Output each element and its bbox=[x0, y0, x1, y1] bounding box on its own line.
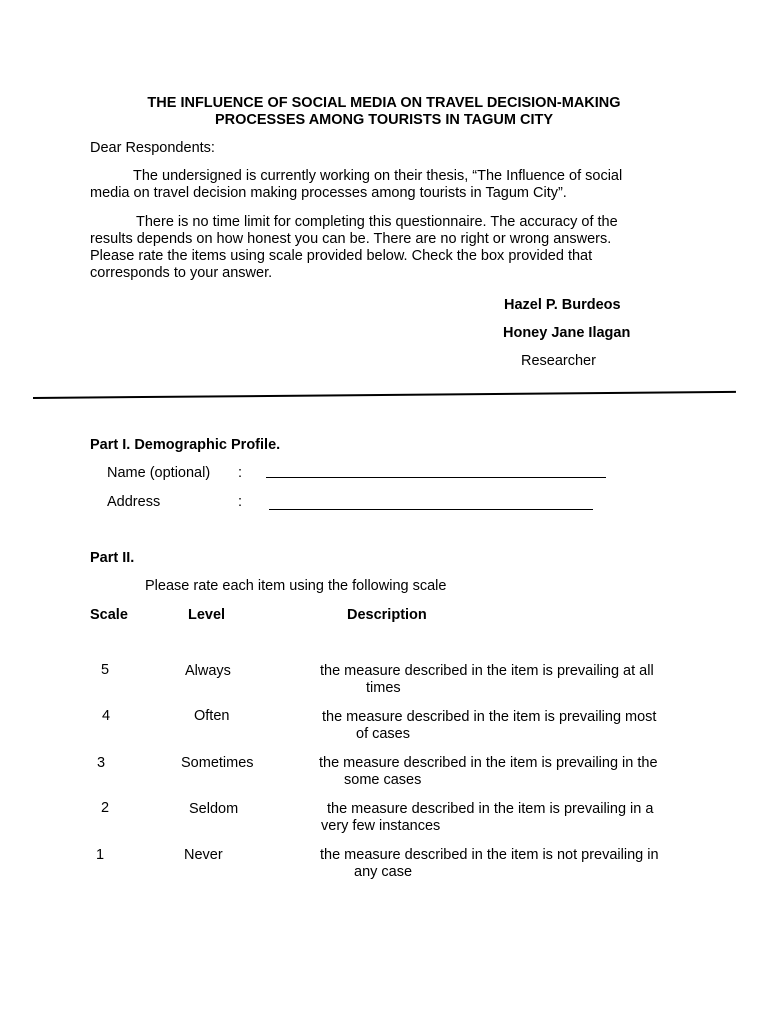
scale-value: 2 bbox=[101, 800, 110, 816]
document-title bbox=[90, 95, 678, 129]
scale-description bbox=[319, 755, 679, 789]
description-line-1: the measure described in the item is prevailing at all bbox=[320, 663, 654, 679]
researcher-name-1: Hazel P. Burdeos bbox=[504, 297, 621, 313]
scale-value: 3 bbox=[97, 755, 106, 771]
level-label: Seldom bbox=[189, 801, 239, 817]
column-header-description: Description bbox=[347, 607, 427, 623]
instructions-line-1: There is no time limit for completing this questionnaire. The accuracy of the bbox=[136, 214, 618, 230]
description-line-2: very few instances bbox=[321, 818, 441, 834]
description-line-2: of cases bbox=[356, 726, 410, 742]
intro-line-1: The undersigned is currently working on their thesis, “The Influence of social bbox=[133, 168, 623, 184]
level-label: Often bbox=[194, 708, 230, 724]
instructions-line-2: results depends on how honest you can be. There are no right or wrong answers. bbox=[90, 231, 612, 247]
researcher-name-2: Honey Jane Ilagan bbox=[503, 325, 631, 341]
instructions-paragraph bbox=[90, 214, 660, 282]
salutation: Dear Respondents: bbox=[90, 140, 215, 156]
section-divider bbox=[33, 391, 736, 399]
instructions-line-3: Please rate the items using scale provided below. Check the box provided that bbox=[90, 248, 593, 264]
part1-heading: Part I. Demographic Profile. bbox=[90, 437, 281, 453]
scale-value: 1 bbox=[96, 847, 105, 863]
name-label: Name (optional) bbox=[107, 465, 211, 481]
level-label: Always bbox=[185, 663, 231, 679]
address-label: Address bbox=[107, 494, 161, 510]
name-colon: : bbox=[238, 465, 243, 481]
scale-description bbox=[322, 709, 682, 743]
scale-description bbox=[320, 847, 680, 881]
level-label: Sometimes bbox=[181, 755, 254, 771]
description-line-2: times bbox=[366, 680, 401, 696]
description-line-1: the measure described in the item is not prevailing in bbox=[320, 847, 659, 863]
level-label: Never bbox=[184, 847, 223, 863]
description-line-2: any case bbox=[354, 864, 413, 880]
description-line-2: some cases bbox=[344, 772, 422, 788]
address-colon: : bbox=[238, 494, 243, 510]
column-header-level: Level bbox=[188, 607, 226, 623]
address-field[interactable] bbox=[269, 509, 593, 510]
scale-description bbox=[320, 663, 680, 697]
scale-description bbox=[321, 801, 681, 835]
column-header-scale: Scale bbox=[90, 607, 128, 623]
scale-value: 4 bbox=[102, 708, 111, 724]
title-line-2: PROCESSES AMONG TOURISTS IN TAGUM CITY bbox=[214, 112, 554, 128]
instructions-line-4: corresponds to your answer. bbox=[90, 265, 273, 281]
part2-instruction: Please rate each item using the following scale bbox=[145, 578, 447, 594]
description-line-1: the measure described in the item is prevailing in a bbox=[327, 801, 654, 817]
part2-heading: Part II. bbox=[90, 550, 135, 566]
name-field[interactable] bbox=[266, 477, 606, 478]
scale-value: 5 bbox=[101, 662, 110, 678]
description-line-1: the measure described in the item is prevailing most bbox=[322, 709, 657, 725]
intro-line-2: media on travel decision making processes among tourists in Tagum City”. bbox=[90, 185, 567, 201]
researcher-role: Researcher bbox=[521, 353, 596, 369]
title-line-1: THE INFLUENCE OF SOCIAL MEDIA ON TRAVEL DECISION-MAKING bbox=[147, 95, 621, 111]
intro-paragraph bbox=[90, 168, 660, 202]
description-line-1: the measure described in the item is prevailing in the bbox=[319, 755, 658, 771]
